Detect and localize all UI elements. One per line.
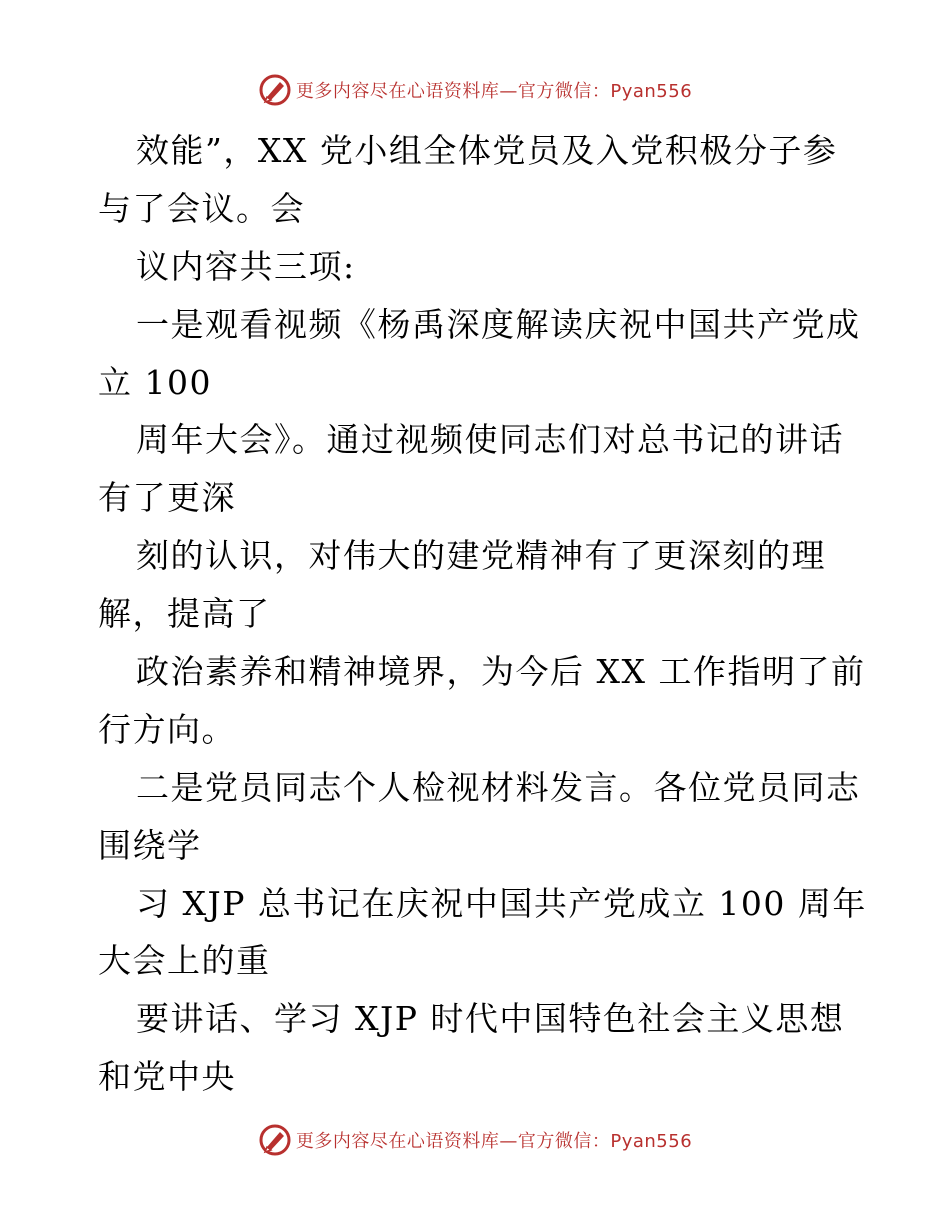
paragraph-line: 周年大会》。通过视频使同志们对总书记的讲话 — [136, 420, 844, 460]
paragraph-line: 和党中央 — [98, 1057, 236, 1097]
paragraph-line: 一是观看视频《杨禹深度解读庆祝中国共产党成 — [136, 304, 861, 344]
paragraph-line: 行方向。 — [98, 709, 236, 749]
paragraph-line: 解，提高了 — [98, 594, 271, 634]
brand-logo-icon — [258, 1123, 292, 1157]
paragraph-line: 刻的认识，对伟大的建党精神有了更深刻的理 — [136, 536, 826, 576]
paragraph-line: 大会上的重 — [98, 941, 271, 981]
paragraph-line: 效能”，XX 党小组全体党员及入党积极分子参 — [136, 131, 838, 170]
paragraph-line: 有了更深 — [98, 478, 236, 518]
footer-banner — [0, 1120, 950, 1160]
paragraph-line: 二是党员同志个人检视材料发言。各位党员同志 — [136, 767, 861, 807]
brand-logo-icon — [258, 73, 292, 107]
paragraph-line: 要讲话、学习 XJP 时代中国特色社会主义思想 — [136, 999, 845, 1039]
header-banner — [0, 70, 950, 110]
document-body — [98, 122, 867, 1106]
banner-text: 更多内容尽在心语资料库—官方微信：Pyan556 — [295, 81, 693, 102]
paragraph-line: 围绕学 — [98, 825, 202, 865]
banner-text: 更多内容尽在心语资料库—官方微信：Pyan556 — [295, 1131, 693, 1152]
paragraph-line: 政治素养和精神境界，为今后 XX 工作指明了前 — [136, 652, 866, 692]
paragraph-line: 与了会议。会 — [98, 188, 305, 228]
paragraph-line: 立 100 — [98, 362, 212, 402]
paragraph-line: 议内容共三项: — [136, 246, 356, 286]
paragraph-line: 习 XJP 总书记在庆祝中国共产党成立 100 周年 — [136, 883, 867, 923]
